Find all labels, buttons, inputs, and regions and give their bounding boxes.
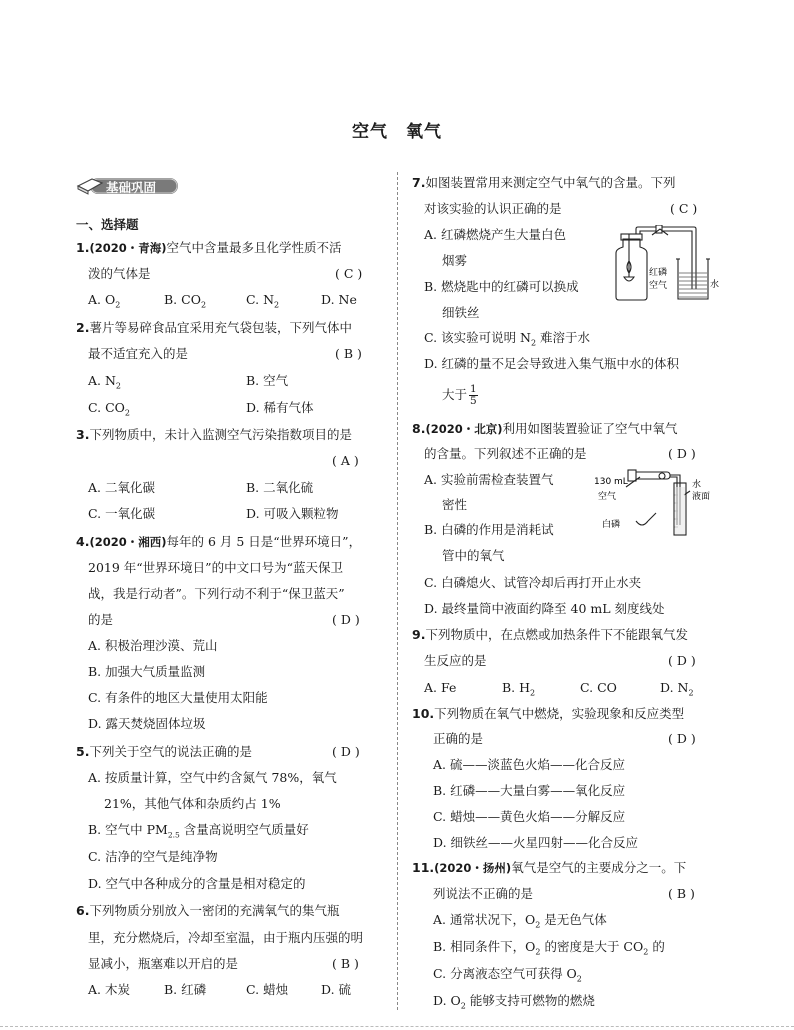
q4-stem: 4.(2020・湘西)每年的 6 月 5 日是“世界环境日”， bbox=[76, 534, 362, 549]
q3-answer: ( A ) bbox=[332, 453, 359, 468]
q2-option-a: A. $N_2$ bbox=[88, 373, 122, 391]
badge-label: 基础巩固 bbox=[106, 180, 157, 195]
q7-label-air: 空气 bbox=[649, 281, 668, 291]
q2-option-b: B. 空气 bbox=[246, 373, 289, 388]
q2-option-c: C. $CO_2$ bbox=[88, 400, 130, 418]
q8-option-d: D. 最终量筒中液面约降至 40 mL 刻度线处 bbox=[424, 601, 665, 616]
q6-stem-3: 显减小，瓶塞难以开启的是 bbox=[88, 956, 239, 971]
q2-stem-cont: 最不适宜充入的是 bbox=[88, 346, 189, 361]
q9-answer: ( D ) bbox=[668, 653, 696, 668]
q5-option-d: D. 空气中各种成分的含量是相对稳定的 bbox=[88, 876, 306, 891]
q7-option-b: B. 燃烧匙中的红磷可以换成 bbox=[424, 279, 579, 294]
q9-stem-cont: 生反应的是 bbox=[424, 653, 487, 668]
q8-option-c: C. 白磷熄火、试管冷却后再打开止水夹 bbox=[424, 575, 642, 590]
q4-option-d: D. 露天焚烧固体垃圾 bbox=[88, 716, 206, 731]
q8-label-volume: 130 mL bbox=[594, 477, 628, 487]
page-bottom-rule bbox=[0, 1026, 794, 1027]
q10-option-c: C. 蜡烛——黄色火焰——分解反应 bbox=[433, 809, 626, 824]
q6-option-c: C. 蜡烛 bbox=[246, 982, 289, 997]
q4-option-c: C. 有条件的地区大量使用太阳能 bbox=[88, 690, 268, 705]
q7-option-a: A. 红磷燃烧产生大量白色 bbox=[424, 227, 566, 242]
q6-answer: ( B ) bbox=[332, 956, 359, 971]
q6-stem: 6.下列物质分别放入一密闭的充满氧气的集气瓶 bbox=[76, 903, 340, 918]
q6-option-d: D. 硫 bbox=[321, 982, 352, 997]
q10-option-a: A. 硫——淡蓝色火焰——化合反应 bbox=[433, 757, 625, 772]
fraction-one-fifth: $\frac{1}{5}$ bbox=[470, 383, 477, 407]
q8-label-air: 空气 bbox=[598, 492, 617, 502]
q8-label-white-phosphorus: 白磷 bbox=[602, 520, 621, 530]
q1-answer: ( C ) bbox=[335, 266, 363, 281]
q3-stem: 3.下列物质中，未计入监测空气污染指数项目的是 bbox=[76, 427, 352, 442]
q4-option-a: A. 积极治理沙漠、荒山 bbox=[88, 638, 218, 653]
q9-option-b: B. $H_2$ bbox=[502, 680, 536, 698]
column-divider bbox=[397, 172, 398, 1010]
q4-answer: ( D ) bbox=[332, 612, 360, 627]
q1-option-c: C. $N_2$ bbox=[246, 292, 280, 310]
q3-option-b: B. 二氧化硫 bbox=[246, 480, 314, 495]
q9-option-c: C. CO bbox=[580, 680, 617, 695]
q6-option-a: A. 木炭 bbox=[88, 982, 130, 997]
q8-stem-cont: 的含量。下列叙述不正确的是 bbox=[424, 446, 587, 461]
q7-option-b-cont: 细铁丝 bbox=[442, 305, 480, 320]
q1-option-b: B. $CO_2$ bbox=[164, 292, 207, 310]
q3-option-a: A. 二氧化碳 bbox=[88, 480, 155, 495]
q7-label-water: 水 bbox=[710, 280, 720, 290]
q11-stem: 11.(2020・扬州)氧气是空气的主要成分之一。下 bbox=[412, 860, 687, 875]
q7-option-d: D. 红磷的量不足会导致进入集气瓶中水的体积 bbox=[424, 356, 680, 371]
q7-apparatus-figure bbox=[600, 225, 720, 303]
q1-option-d: D. Ne bbox=[321, 292, 357, 307]
q1-option-a: A. $O_2$ bbox=[88, 292, 121, 310]
q5-stem: 5.下列关于空气的说法正确的是 bbox=[76, 744, 252, 759]
q10-stem-cont: 正确的是 bbox=[433, 731, 484, 746]
q2-option-d: D. 稀有气体 bbox=[246, 400, 314, 415]
q10-option-d: D. 细铁丝——火星四射——化合反应 bbox=[433, 835, 639, 850]
q7-label-red-phosphorus: 红磷 bbox=[649, 268, 668, 278]
q9-option-d: D. $N_2$ bbox=[660, 680, 694, 698]
q8-option-a-cont: 密性 bbox=[442, 497, 468, 512]
q3-option-c: C. 一氧化碳 bbox=[88, 506, 156, 521]
q7-stem: 7.如图装置常用来测定空气中氧气的含量。下列 bbox=[412, 175, 676, 190]
q11-option-c: C. 分离液态空气可获得 $O_2$ bbox=[433, 966, 582, 984]
q2-answer: ( B ) bbox=[335, 346, 362, 361]
q8-option-b: B. 白磷的作用是消耗试 bbox=[424, 522, 554, 537]
q7-stem-cont: 对该实验的认识正确的是 bbox=[424, 201, 562, 216]
q11-option-a: A. 通常状况下，$O_2$ 是无色气体 bbox=[433, 912, 607, 930]
q5-option-a-cont: 21%，其他气体和杂质约占 1% bbox=[104, 796, 281, 811]
q7-answer: ( C ) bbox=[670, 201, 698, 216]
q7-option-d-cont: 大于 $\frac{1}{5}$ bbox=[442, 383, 477, 407]
q5-option-c: C. 洁净的空气是纯净物 bbox=[88, 849, 218, 864]
q4-stem-2: 2019 年“世界环境日”的中文口号为“蓝天保卫 bbox=[88, 560, 343, 575]
q9-option-a: A. Fe bbox=[424, 680, 457, 695]
q11-option-d: D. $O_2$ 能够支持可燃物的燃烧 bbox=[433, 993, 595, 1011]
q8-label-liquid-1: 水 bbox=[692, 480, 702, 490]
q2-stem: 2.薯片等易碎食品宜采用充气袋包装，下列气体中 bbox=[76, 320, 352, 335]
q11-answer: ( B ) bbox=[668, 886, 695, 901]
q3-option-d: D. 可吸入颗粒物 bbox=[246, 506, 339, 521]
q5-answer: ( D ) bbox=[332, 744, 360, 759]
q4-stem-4: 的是 bbox=[88, 612, 114, 627]
q10-answer: ( D ) bbox=[668, 731, 696, 746]
q8-option-b-cont: 管中的氧气 bbox=[442, 548, 505, 563]
q7-option-c: C. 该实验可说明 $N_2$ 难溶于水 bbox=[424, 330, 591, 348]
page-title: 空气 氧气 bbox=[352, 122, 442, 142]
q10-option-b: B. 红磷——大量白雾——氧化反应 bbox=[433, 783, 626, 798]
q8-apparatus-figure bbox=[592, 465, 722, 537]
q1-stem-cont: 泼的气体是 bbox=[88, 266, 151, 281]
q5-option-b: B. 空气中 $PM_{2.5}$ 含量高说明空气质量好 bbox=[88, 822, 309, 840]
q6-stem-2: 里，充分燃烧后，冷却至室温，由于瓶内压强的明 bbox=[88, 930, 364, 945]
q8-label-liquid-2: 液面 bbox=[692, 492, 711, 502]
q5-option-a: A. 按质量计算，空气中约含氮气 78%，氧气 bbox=[88, 770, 337, 785]
q8-answer: ( D ) bbox=[668, 446, 696, 461]
q8-stem: 8.(2020・北京)利用如图装置验证了空气中氧气 bbox=[412, 421, 678, 436]
q6-option-b: B. 红磷 bbox=[164, 982, 207, 997]
q7-option-a-cont: 烟雾 bbox=[442, 253, 468, 268]
q10-stem: 10.下列物质在氧气中燃烧，实验现象和反应类型 bbox=[412, 706, 685, 721]
q4-option-b: B. 加强大气质量监测 bbox=[88, 664, 206, 679]
section-badge bbox=[76, 176, 180, 196]
section-heading: 一、选择题 bbox=[76, 217, 139, 232]
q11-stem-cont: 列说法不正确的是 bbox=[433, 886, 534, 901]
q8-option-a: A. 实验前需检查装置气 bbox=[424, 472, 554, 487]
q1-stem: 1.(2020・青海)空气中含量最多且化学性质不活 bbox=[76, 240, 342, 255]
q9-stem: 9.下列物质中，在点燃或加热条件下不能跟氧气发 bbox=[412, 627, 688, 642]
q4-stem-3: 战，我是行动者”。下列行动不利于“保卫蓝天” bbox=[88, 586, 345, 601]
q11-option-b: B. 相同条件下，$O_2$ 的密度是大于 $CO_2$ 的 bbox=[433, 939, 665, 957]
